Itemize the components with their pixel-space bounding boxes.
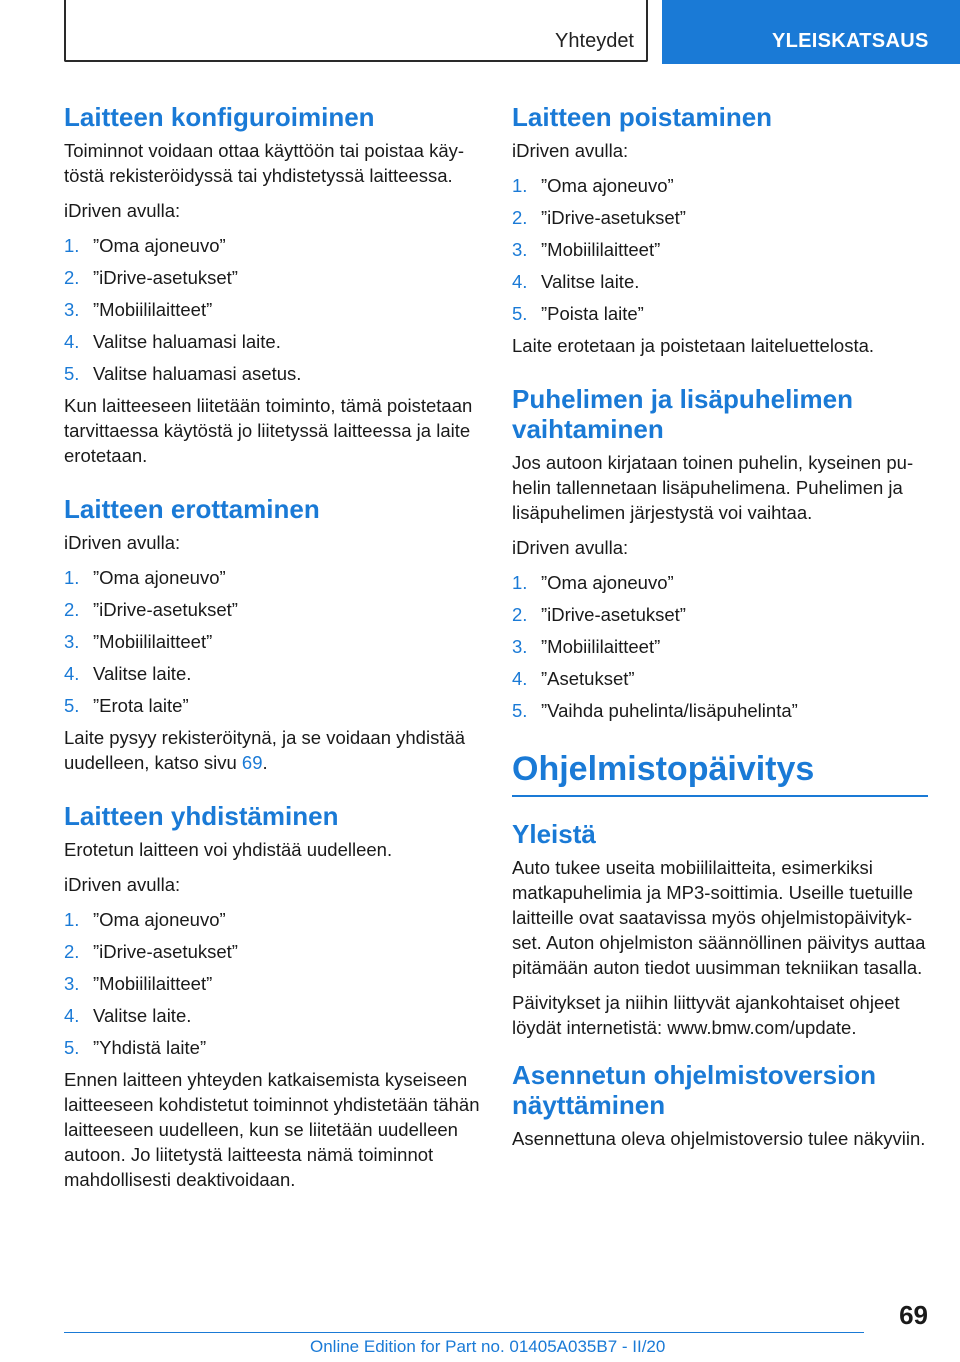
configure-steps [64,233,480,386]
list-item: 4. Valitse laite. [512,271,640,292]
header-tab-label: YLEISKATSAUS [772,30,929,52]
list-item: 3. ”Mobiililaitteet” [64,631,213,652]
swap-steps [512,570,928,723]
heading-installed-version: Asennetun ohjelmistoversion näyttäminen [512,1060,877,1120]
remove-note: Laite erotetaan ja poistetaan laiteluettelosta. [512,335,875,356]
section-software-update [512,749,928,797]
section-general [512,819,928,1040]
right-column [512,102,928,1167]
list-item: 1. ”Oma ajoneuvo” [64,235,226,256]
disconnect-note: Laite pysyy rekisteröitynä, ja se voidaan yhdistää uudelleen, katso sivu 69. [64,727,466,773]
left-column [64,102,480,1208]
list-item: 3. ”Mobiililaitteet” [64,299,213,320]
list-item: 4. ”Asetukset” [512,668,635,689]
swap-intro: Jos autoon kirjataan toinen puhelin, kyseinen puhelin tallennetaan lisäpuhelimena. Puhelimen ja lisäpuhelimen järjestystä voi vaihtaa. [512,452,914,523]
header-section-box [64,0,648,62]
connect-via: iDriven avulla: [64,874,181,895]
heading-general: Yleistä [512,819,596,849]
disconnect-steps [64,565,480,718]
section-configure [64,102,480,468]
connect-intro: Erotetun laitteen voi yhdistää uudelleen. [64,839,393,860]
connect-note: Ennen laitteen yhteyden katkaisemista kyseiseen laitteeseen kohdistetut toiminnot yhdistetään tähän laitteeseen uudelleen, kun se liitetään uudelleen autoon. Jo liitetystä laitteesta nämä toiminnot mahdollisesti deaktivoidaan. [64,1069,480,1190]
general-paragraph-1: Auto tukee useita mobiililaitteita, esimerkiksi matkapuhelimia ja MP3-soittimia. Useille tuetuille laitteille ovat saatavissa myös ohjelmistopäivitykset. Auton ohjelmiston säännöllinen päivitys auttaa pitämään auton tiedot uusimman tekniikan tasalla. [512,857,926,978]
section-installed-version [512,1060,928,1151]
list-item: 1. ”Oma ajoneuvo” [512,572,674,593]
version-paragraph: Asennettuna oleva ohjelmistoversio tulee näkyviin. [512,1128,926,1149]
list-item: 2. ”iDrive-asetukset” [64,941,238,962]
list-item: 4. Valitse haluamasi laite. [64,331,281,352]
configure-via: iDriven avulla: [64,200,181,221]
list-item: 2. ”iDrive-asetukset” [64,599,238,620]
list-item: 5. ”Erota laite” [64,695,189,716]
list-item: 4. Valitse laite. [64,663,192,684]
heading-configure: Laitteen konfiguroiminen [64,102,375,132]
heading-remove: Laitteen poistaminen [512,102,773,132]
list-item: 3. ”Mobiililaitteet” [512,239,661,260]
header-section-title: Yhteydet [555,30,634,52]
header-tab-overview[interactable] [662,0,960,64]
swap-via: iDriven avulla: [512,537,629,558]
list-item: 5. Valitse haluamasi asetus. [64,363,302,384]
disconnect-via: iDriven avulla: [64,532,181,553]
heading-disconnect: Laitteen erottaminen [64,494,320,524]
configure-intro: Toiminnot voidaan ottaa käyttöön tai poistaa käytöstä rekisteröidyssä tai yhdistetyssä laitteessa. [64,140,465,186]
heading-software-update: Ohjelmistopäivitys [512,749,928,797]
general-paragraph-2: Päivitykset ja niihin liittyvät ajankohtaiset ohjeet löydät internetistä: www.bmw.com/update. [512,992,900,1038]
list-item: 2. ”iDrive-asetukset” [512,604,686,625]
list-item: 4. Valitse laite. [64,1005,192,1026]
connect-steps [64,907,480,1060]
list-item: 1. ”Oma ajoneuvo” [64,567,226,588]
section-remove [512,102,928,358]
page-reference-link[interactable]: 69 [241,752,263,773]
configure-note: Kun laitteeseen liitetään toiminto, tämä poistetaan tarvittaessa käytöstä jo liitetyssä laitteessa ja laite erotetaan. [64,395,473,466]
remove-via: iDriven avulla: [512,140,629,161]
list-item: 1. ”Oma ajoneuvo” [64,909,226,930]
section-disconnect [64,494,480,775]
list-item: 5. ”Poista laite” [512,303,644,324]
footer-divider [64,1332,864,1333]
heading-swap-phone: Puhelimen ja lisäpuhelimen vaihtaminen [512,384,853,444]
list-item: 2. ”iDrive-asetukset” [512,207,686,228]
page-number: 69 [899,1300,928,1330]
list-item: 1. ”Oma ajoneuvo” [512,175,674,196]
section-swap-phone [512,384,928,723]
footer-edition: Online Edition for Part no. 01405A035B7 - II/20 [310,1337,666,1356]
remove-steps [512,173,928,326]
section-connect [64,801,480,1192]
list-item: 2. ”iDrive-asetukset” [64,267,238,288]
list-item: 3. ”Mobiililaitteet” [64,973,213,994]
list-item: 3. ”Mobiililaitteet” [512,636,661,657]
list-item: 5. ”Yhdistä laite” [64,1037,207,1058]
list-item: 5. ”Vaihda puhelinta/lisäpuhelinta” [512,700,798,721]
heading-connect: Laitteen yhdistäminen [64,801,339,831]
